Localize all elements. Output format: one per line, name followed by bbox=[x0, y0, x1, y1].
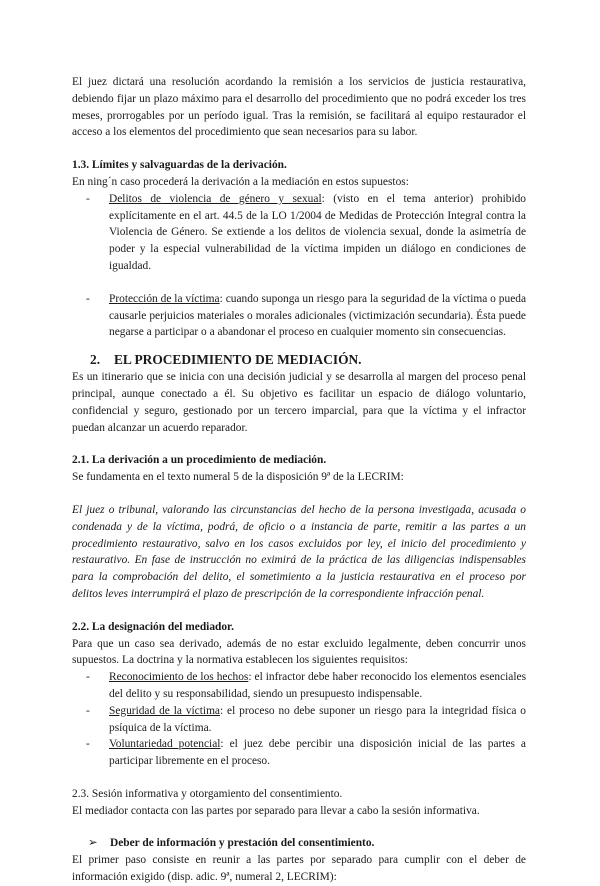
section-2-3-heading: 2.3. Sesión informativa y otorgamiento del consentimiento. bbox=[72, 787, 343, 800]
section-1-3-lead: En ning´n caso procederá la derivación a la mediación en estos supuestos: bbox=[72, 175, 409, 188]
list-item bbox=[72, 291, 526, 341]
dash-bullet: - bbox=[86, 192, 90, 205]
duty-title: Deber de información y prestación del consentimiento. bbox=[110, 837, 375, 850]
duty-heading bbox=[72, 835, 526, 852]
section-2-2-list bbox=[72, 669, 526, 770]
dash-bullet: - bbox=[86, 704, 90, 717]
list-item-term: Reconocimiento de los hechos bbox=[109, 671, 249, 684]
duty-paragraph: El primer paso consiste en reunir a las partes por separado para cumplir con el deber de información exigido (disp. adic. 9ª, numeral 2, LECRIM): bbox=[72, 854, 526, 884]
document-page bbox=[72, 74, 526, 886]
legal-quote: El juez o tribunal, valorando las circunstancias del hecho de la persona investigada, acusada o condenada y de la víctima, podrá, de oficio o a instancia de parte, remitir a las partes a un procedimiento restaurativo, salvo en los casos excluidos por ley, el inicio del procedimiento y restaurativo. En fase de instrucción no eximirá de la práctica de las diligencias indispensables para la comprobación del delito, el sometimiento a la justicia restaurativa en el proceso por delitos leves interrumpirá el plazo de prescripción de la correspondiente infracción penal. bbox=[72, 503, 526, 600]
list-item-term: Delitos de violencia de género y sexual bbox=[109, 192, 322, 205]
section-2-title: EL PROCEDIMIENTO DE MEDIACIÓN. bbox=[114, 352, 362, 368]
dash-bullet: - bbox=[86, 292, 90, 305]
section-2-3-paragraph: El mediador contacta con las partes por separado para llevar a cabo la sesión informativa. bbox=[72, 804, 480, 817]
list-item-text: : el infractor debe haber reconocido los elementos esenciales del delito y su responsabilidad, siendo un presupuesto indispensable. bbox=[109, 671, 526, 700]
section-2-paragraph: Es un itinerario que se inicia con una decisión judicial y se desarrolla al margen del proceso penal principal, aunque conectado a él. Su objetivo es facilitar un espacio de diálogo voluntario, confidencial y seguro, gestionado por un tercero imparcial, para que la víctima y el infractor puedan alcanzar un acuerdo reparador. bbox=[72, 371, 526, 434]
list-item bbox=[72, 736, 526, 770]
section-1-3-heading: 1.3. Límites y salvaguardas de la derivación. bbox=[72, 159, 287, 172]
section-2-2-lead: Para que un caso sea derivado, además de no estar excluido legalmente, deben concurrir unos supuestos. La doctrina y la normativa establecen los siguientes requisitos: bbox=[72, 637, 526, 667]
section-2-1-lead: Se fundamenta en el texto numeral 5 de la disposición 9ª de la LECRIM: bbox=[72, 471, 404, 484]
list-item-text: : cuando suponga un riesgo para la seguridad de la víctima o pueda causarle perjuicios materiales o morales adicionales (victimización secundaria). Ésta puede negarse a participar o a abandonar el proceso en cualquier momento sin consecuencias. bbox=[109, 292, 526, 339]
list-item-text: : el proceso no debe suponer un riesgo para la integridad física o psíquica de la víctima. bbox=[109, 704, 526, 734]
list-item-term: Voluntariedad potencial bbox=[109, 738, 221, 751]
dash-bullet: - bbox=[86, 738, 90, 751]
list-item-term: Protección de la víctima bbox=[109, 292, 220, 305]
intro-paragraph: El juez dictará una resolución acordando la remisión a los servicios de justicia restaurativa, debiendo fijar un plazo máximo para el desarrollo del procedimiento que no podrá exceder los tres meses, prorrogables por un período igual. Tras la remisión, se facilitará al equipo restaurador el acceso a los elementos del procedimiento que sean necesarios para su labor. bbox=[72, 76, 526, 139]
list-item-term: Seguridad de la víctima bbox=[109, 704, 220, 717]
dash-bullet: - bbox=[86, 671, 90, 684]
list-item bbox=[72, 703, 526, 737]
list-item bbox=[72, 669, 526, 703]
section-2-heading bbox=[72, 351, 526, 369]
section-2-2-heading: 2.2. La designación del mediador. bbox=[72, 620, 234, 633]
list-item bbox=[72, 191, 526, 275]
section-2-1-heading: 2.1. La derivación a un procedimiento de mediación. bbox=[72, 454, 327, 467]
list-item-text: : el juez debe percibir una disposición inicial de las partes a participar libremente en el proceso. bbox=[109, 738, 526, 768]
section-1-3-list bbox=[72, 191, 526, 341]
section-2-number: 2. bbox=[90, 352, 101, 368]
arrow-bullet-icon: ➢ bbox=[88, 837, 98, 850]
list-item-text: : (visto en el tema anterior) prohibido explícitamente en el art. 44.5 de la LO 1/2004 de Medidas de Protección Integral contra la Violencia de Género. Se extiende a los delitos de violencia sexual, donde la asimetría de poder y la especial vulnerabilidad de la víctima impiden un diálogo en condiciones de igualdad. bbox=[109, 192, 526, 272]
